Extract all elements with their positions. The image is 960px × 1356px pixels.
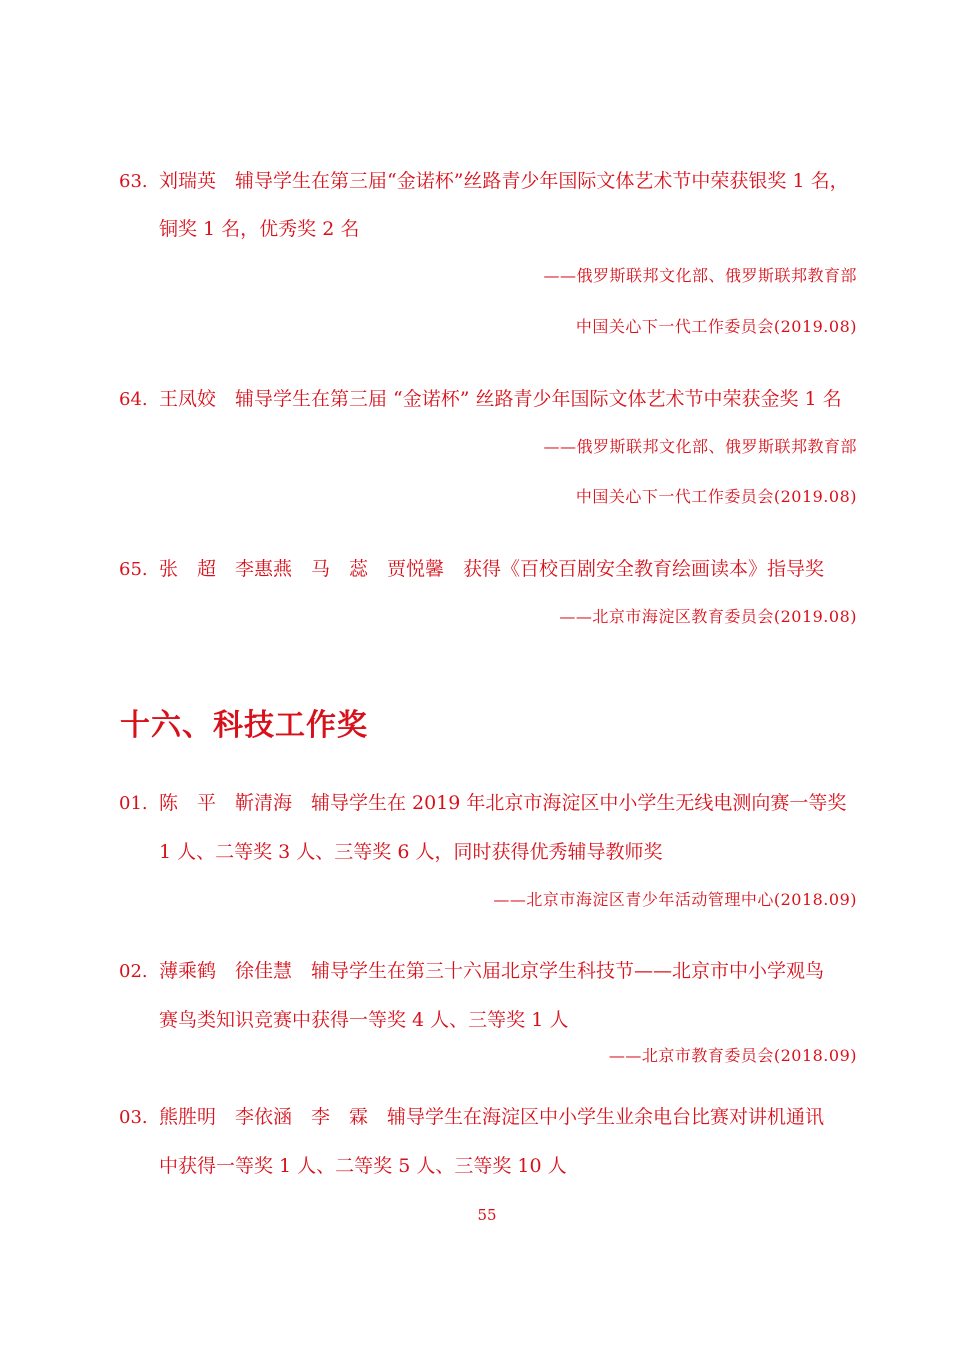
entry-text-line: 中获得一等奖 1 人、二等奖 5 人、三等奖 10 人 (159, 1155, 567, 1177)
entry-number: 02. (119, 961, 148, 982)
section-heading: 十六、科技工作奖 (120, 708, 368, 743)
entry-text-line: 陈 平 靳清海 辅导学生在 2019 年北京市海淀区中小学生无线电测向赛一等奖 (159, 792, 847, 814)
entry-number: 63. (119, 171, 148, 192)
entry-source: 中国关心下一代工作委员会(2019.08) (575, 317, 857, 336)
page-number: 55 (477, 1206, 497, 1224)
entry-text-line: 刘瑞英 辅导学生在第三届“金诺杯”丝路青少年国际文体艺术节中荣获银奖 1 名， (159, 170, 849, 192)
entry-number: 65. (119, 559, 148, 580)
entry-text-line: 王凤姣 辅导学生在第三届 “金诺杯” 丝路青少年国际文体艺术节中荣获金奖 1 名 (159, 388, 842, 410)
entry-source: 中国关心下一代工作委员会(2019.08) (575, 487, 857, 506)
entry-number: 64. (119, 389, 148, 410)
entry-text-line: 赛鸟类知识竞赛中获得一等奖 4 人、三等奖 1 人 (159, 1009, 569, 1031)
entry-number: 01. (119, 793, 148, 814)
entry-text-line: 铜奖 1 名，优秀奖 2 名 (159, 218, 360, 240)
entry-number: 03. (119, 1107, 148, 1128)
entry-source: ——北京市海淀区青少年活动管理中心(2018.09) (493, 890, 857, 909)
entry-source: ——北京市教育委员会(2018.09) (608, 1046, 857, 1065)
entry-text-line: 1 人、二等奖 3 人、三等奖 6 人，同时获得优秀辅导教师奖 (159, 841, 663, 863)
entry-text-line: 薄乘鹤 徐佳慧 辅导学生在第三十六届北京学生科技节——北京市中小学观鸟 (159, 960, 825, 982)
entry-text-line: 熊胜明 李依涵 李 霖 辅导学生在海淀区中小学生业余电台比赛对讲机通讯 (159, 1106, 825, 1128)
entry-text-line: 张 超 李惠燕 马 蕊 贾悦馨 获得《百校百剧安全教育绘画读本》指导奖 (159, 558, 825, 580)
entry-source: ——俄罗斯联邦文化部、俄罗斯联邦教育部 (543, 437, 857, 456)
entry-source: ——俄罗斯联邦文化部、俄罗斯联邦教育部 (543, 266, 857, 285)
entry-source: ——北京市海淀区教育委员会(2019.08) (559, 607, 857, 626)
